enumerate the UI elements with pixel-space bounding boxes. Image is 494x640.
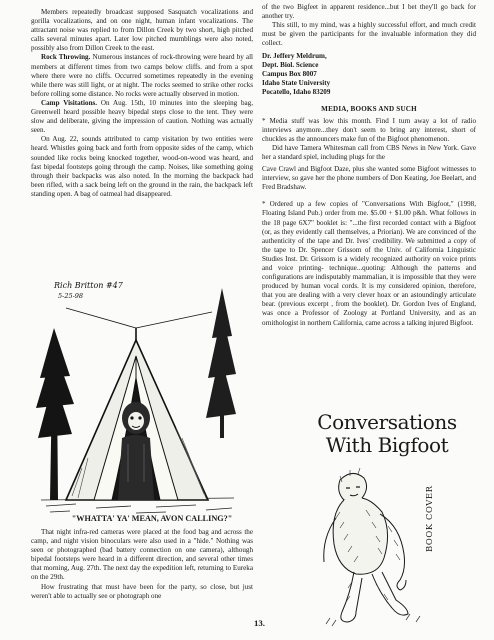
paragraph-successful-effort: This still, to my mind, was a highly successful effort, and much credit must be given the participants for the invaluable information they did collect. bbox=[262, 21, 476, 48]
paragraph-frustrating: How frustrating that must have been for the party, so close, but just weren't able to actually see or photograph one bbox=[31, 582, 253, 600]
paragraph-infra-red: That night infra-red cameras were placed at the food bag and across the camp, and night vision binoculars were also used in a "hide." Nothing was seen or photographed (bad battery connection on one camera), although bipedal footsteps were heard in a different direction, and several other times that morning, Aug. 27th. The next day the expedition left, returning to Eureka on the 29th. bbox=[31, 528, 253, 582]
paragraph-book-order: * Ordered up a few copies of "Conversations With Bigfoot," (1998, Floating Island Pub.) order from me. $5.00 + $1.00 p&h. What follows in the 18 page 6X7" booklet is: "...the first recorded contact with a Bigfoot (or, as they evidently call themselves, a Priorian). We are convinced of the authenticity of the tape and Dr. Ives' credibility. We submitted a copy of the tape to Dr. Spencer Grissom of the Univ. of California Linguistic Studies Inst. Dr. Grissom is a widely recognized authority on voice prints and voice printing- technique...quoting: Although the patterns and configurations are indisputably mammalian, it is impossible that they were produced by human vocal cords. It is my considered opinion, therefore, that you are dealing with a very clever hoax or an astoundingly articulate bear. (previous excerpt , from the booklet). Dr. Gordon Ives of England, was once a Professor of Zoology at Portland University, and as an ornithologist in northern California, came across a talking injured Bigfoot. bbox=[262, 200, 476, 327]
signature-line: Dept. Biol. Science bbox=[262, 61, 319, 70]
label-rock-throwing: Rock Throwing. bbox=[41, 53, 91, 62]
left-column-bottom bbox=[31, 528, 253, 601]
book-cover-title bbox=[296, 411, 478, 457]
cartoon-signature-date: 5-25-98 bbox=[58, 292, 84, 300]
paragraph-cbs-news-b: Cave Crawl and Bigfoot Daze, plus she wanted some Bigfoot witnesses to interview, so gave her the phone numbers of Don Keating, Joe Beelart, and Fred Bradshaw. bbox=[262, 165, 476, 192]
cartoon-artist-signature: Rich Britton #47 bbox=[54, 281, 123, 290]
bigfoot-illustration bbox=[296, 462, 466, 632]
cartoon-illustration bbox=[36, 268, 238, 516]
paragraph-media-stuff: * Media stuff was low this month. Find I turn away a lot of radio interviews anymore...they don't seem to bring any interest, short of chuckles as the announcers make fun of the Bigfoot phenomenon. bbox=[262, 116, 476, 143]
label-camp-visitations: Camp Visitations. bbox=[41, 98, 98, 107]
paragraph-vocalizations: Members repeatedly broadcast supposed Sasquatch vocalizations and gorilla vocalizations, and on one night, human infant vocalizations. The attractant noise was replied to from Dillon Creek by two short, high pitched calls several minutes apart. Later low pitched mumblings were also noted, possibly also from Dillon Creek to the east. bbox=[31, 8, 253, 53]
page-number: 13. bbox=[254, 618, 265, 628]
paragraph-camp-visitations: Camp Visitations. On Aug. 15th, 10 minutes into the sleeping bag, Greenwell heard possible heavy bipedal steps close to the tent. They were slow and deliberate, giving the impression of caution. Nothing was actually seen. bbox=[31, 98, 253, 135]
paragraph-two-bigfeet: of the two Bigfeet in apparent residence...but I bet they'll go back for another try. bbox=[262, 3, 476, 21]
paragraph-cbs-news-a: Did have Tamera Whitesman call from CBS News in New York. Gave her a standard spiel, including plugs for the bbox=[262, 143, 476, 161]
book-title-line: Conversations bbox=[317, 410, 457, 434]
cartoon-caption: "WHATTA' YA' MEAN, AVON CALLING?" bbox=[71, 514, 233, 523]
right-column bbox=[262, 3, 476, 328]
left-column-top bbox=[31, 8, 253, 199]
signature-line: Idaho State University bbox=[262, 79, 331, 88]
author-signature bbox=[262, 52, 476, 97]
signature-line: Campus Box 8007 bbox=[262, 70, 317, 79]
section-heading-media: MEDIA, BOOKS AND SUCH bbox=[321, 105, 417, 114]
paragraph-aug-22: On Aug. 22, sounds attributed to camp visitation by two entities were heard. Whistles going back and forth from opposite sides of the camp, which sounded like rocks being knocked together, wood-on-wood was heard, and fast bipedal footsteps going through the camp. Noises, like something going through their backpacks was also noted. In the morning the backpack had been rifled, with a sack being left on the ground in the rain, the backpack left standing open. A bag of oatmeal had disappeared. bbox=[31, 135, 253, 198]
paragraph-rock-throwing: Rock Throwing. Numerous instances of rock-throwing were heard by all members at different times from two camps below cliffs. and from a spot where there were no cliffs. Occurred sometimes repeatedly in the evening while there was still light, or at night. The rocks seemed to strike other rocks before rolling some distance. No rocks were actually observed in motion. bbox=[31, 53, 254, 98]
signature-line: Pocatello, Idaho 83209 bbox=[262, 88, 331, 97]
signature-line: Dr. Jeffery Meldrum, bbox=[262, 52, 327, 61]
book-title-line: With Bigfoot bbox=[325, 433, 449, 457]
book-cover-label: BOOK COVER bbox=[424, 485, 434, 552]
